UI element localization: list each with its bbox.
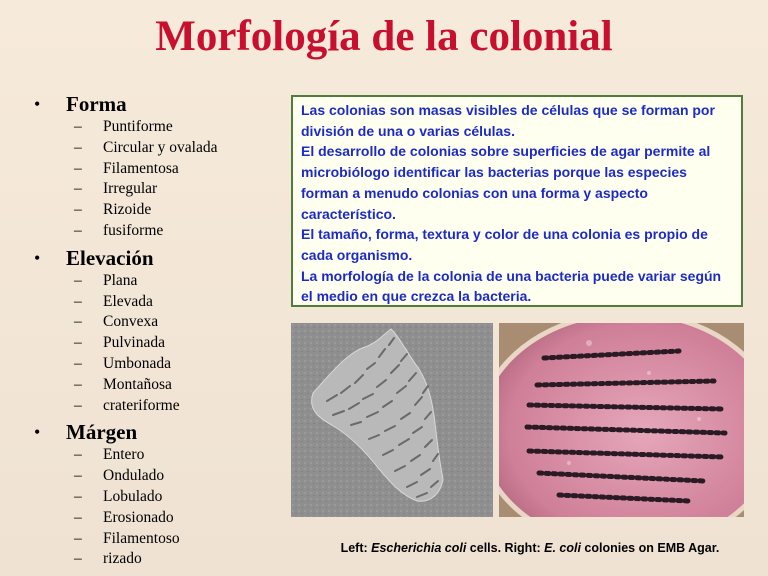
section-heading: Forma — [66, 92, 127, 116]
bullet-icon: • — [34, 94, 41, 114]
ecoli-cells-image — [291, 323, 493, 517]
text-paragraph: El desarrollo de colonias sobre superficies de agar permite al microbiólogo identificar las bacterias porque las especies forman a menudo colonias con una forma y aspecto característico. — [301, 143, 711, 222]
section-forma — [34, 92, 284, 242]
section-elevacion — [34, 246, 284, 417]
section-heading: Elevación — [66, 245, 154, 270]
section-heading: Márgen — [66, 420, 138, 445]
section-margen — [34, 420, 284, 570]
ecoli-colonies-image — [499, 323, 744, 517]
list-item: – Entero — [74, 446, 145, 464]
list-item: – Elevada — [74, 292, 153, 310]
list-item: – Irregular — [74, 180, 158, 198]
list-item: – Plana — [74, 271, 138, 289]
list-item: – crateriforme — [74, 396, 180, 414]
text-paragraph: La morfología de la colonia de una bacteria puede variar según el medio en que crezca la bacteria. — [301, 267, 722, 305]
list-item: – Puntiforme — [74, 118, 173, 135]
list-item: – Filamentosa — [74, 159, 179, 177]
list-item: – Circular y ovalada — [74, 138, 218, 156]
list-item: – Ondulado — [74, 467, 165, 485]
text-paragraph: El tamaño, forma, textura y color de una colonia es propio de cada organismo. — [301, 226, 708, 263]
list-item: – Erosionado — [74, 508, 174, 526]
bullet-icon: • — [34, 247, 41, 268]
list-item: – Filamentoso — [74, 529, 180, 547]
description-textbox — [291, 95, 743, 307]
list-item: – rizado — [74, 550, 142, 568]
bullet-icon: • — [34, 422, 41, 443]
list-item: – Umbonada — [74, 354, 172, 372]
list-item: – Pulvinada — [74, 334, 165, 352]
list-item: – Montañosa — [74, 375, 172, 393]
slide-title: Morfología de la colonial — [155, 13, 613, 60]
image-caption: Left: Escherichia coli cells. Right: E. coli colonies on EMB Agar. — [340, 541, 720, 555]
list-item: – Rizoide — [74, 201, 152, 219]
list-item: – Convexa — [74, 313, 159, 331]
list-item: – Lobulado — [74, 487, 163, 505]
text-paragraph: Las colonias son masas visibles de células que se forman por división de una o varias células. — [301, 102, 715, 139]
outline-list — [34, 92, 284, 574]
list-item: – fusiforme — [74, 221, 164, 239]
